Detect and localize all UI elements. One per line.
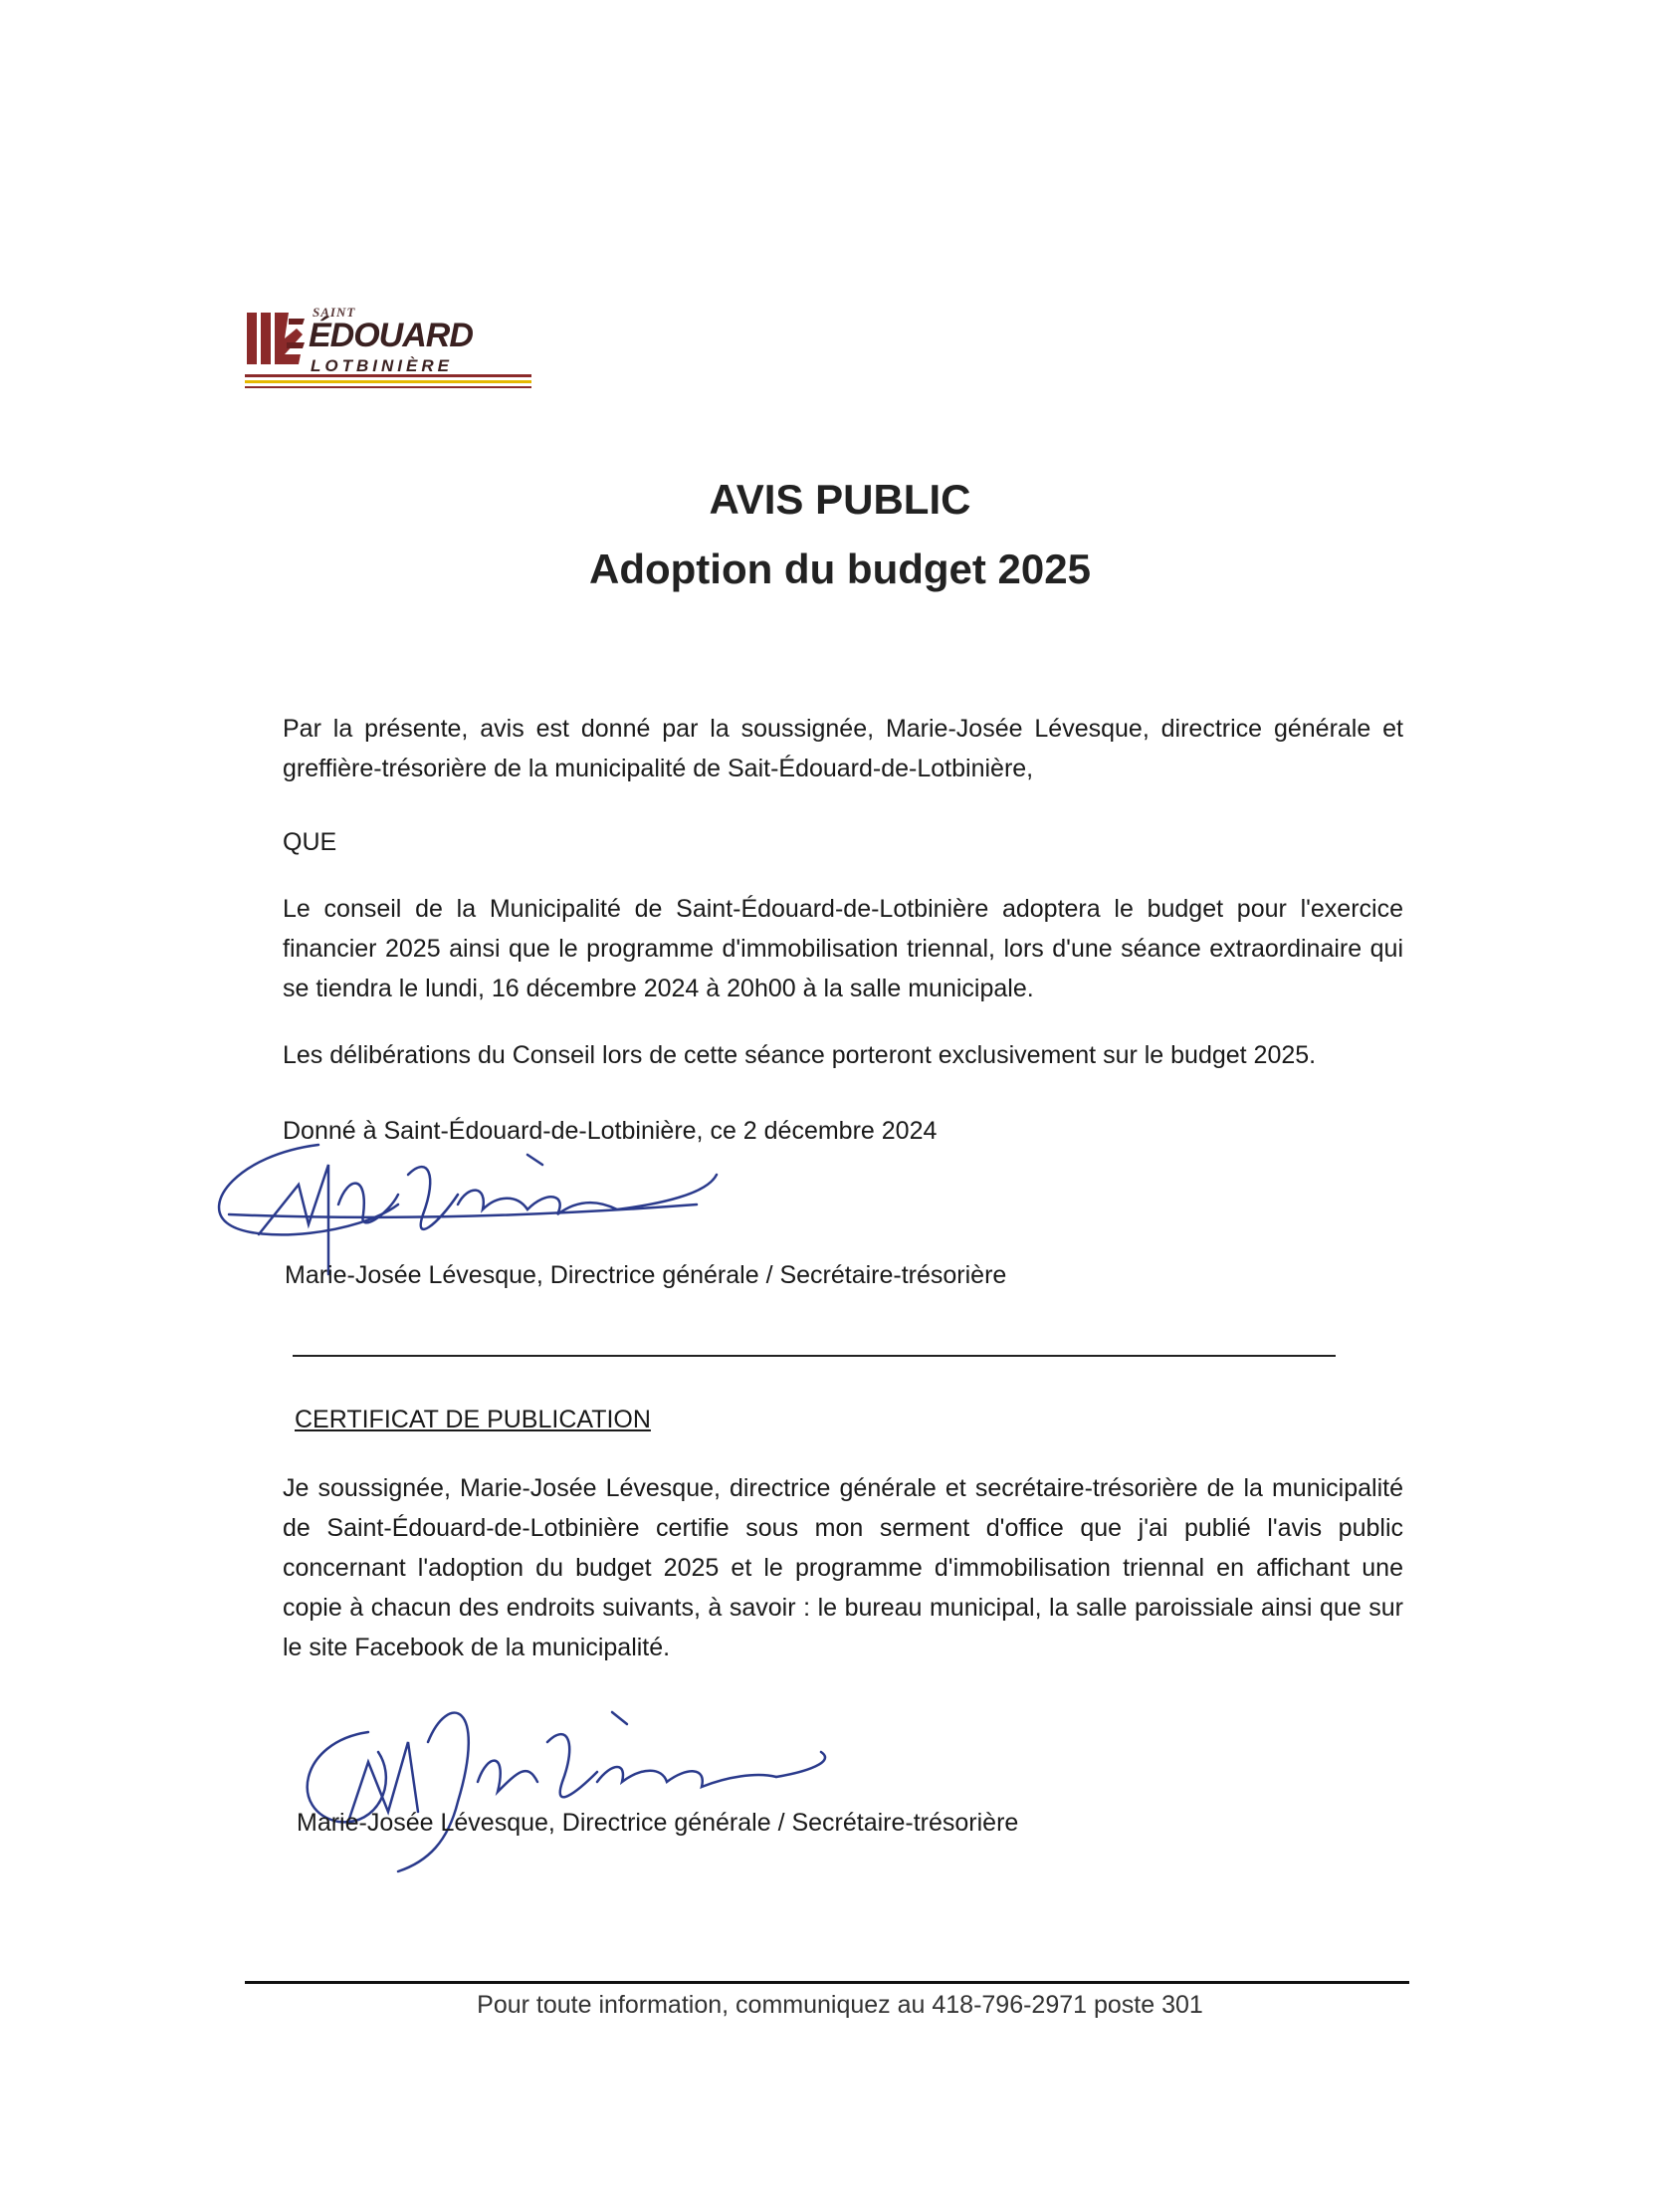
footer-rule [245,1981,1409,1984]
signatory-1: Marie-Josée Lévesque, Directrice générale / Secrétaire-trésorière [285,1261,1007,1289]
municipality-logo [245,305,531,404]
deliberations-paragraph: Les délibérations du Conseil lors de cette séance porteront exclusivement sur le budget 2025. [283,1041,1317,1069]
logo-name-text: ÉDOUARD [309,317,473,354]
council-paragraph: Le conseil de la Municipalité de Saint-Édouard-de-Lotbinière adoptera le budget pour l'exercice financier 2025 ainsi que le programme d'immobilisation triennal, lors d'une séance extraordinaire qui se tiendra le lundi, 16 décembre 2024 à 20h00 à la salle municipale. [283,895,1403,1002]
signatory-2: Marie-Josée Lévesque, Directrice générale / Secrétaire-trésorière [297,1809,1019,1837]
que-label: QUE [283,828,337,856]
given-date-line: Donné à Saint-Édouard-de-Lotbinière, ce 2 décembre 2024 [283,1117,938,1145]
footer-info: Pour toute information, communiquez au 418-796-2971 poste 301 [477,1991,1203,2019]
certificate-title: CERTIFICAT DE PUBLICATION [295,1406,651,1433]
signature-2 [279,1682,836,1881]
notice-subtitle: Adoption du budget 2025 [589,546,1091,592]
certificate-paragraph: Je soussignée, Marie-Josée Lévesque, directrice générale et secrétaire-trésorière de la municipalité de Saint-Édouard-de-Lotbinière certifie sous mon serment d'office que j'ai publié l'avis public concernant l'adoption du budget 2025 et le programme d'immobilisation triennal en affichant une copie à chacun des endroits suivants, à savoir : le bureau municipal, la salle paroissiale ainsi que sur le site Facebook de la municipalité. [283,1474,1403,1661]
logo-saint-text: SAINT [313,305,356,320]
section-divider [293,1355,1336,1357]
notice-title: AVIS PUBLIC [709,476,971,523]
intro-paragraph: Par la présente, avis est donné par la soussignée, Marie-Josée Lévesque, directrice générale et greffière-trésorière de la municipalité de Sait-Édouard-de-Lotbinière, [283,715,1403,782]
logo-sub-text: LOTBINIÈRE [311,356,453,375]
